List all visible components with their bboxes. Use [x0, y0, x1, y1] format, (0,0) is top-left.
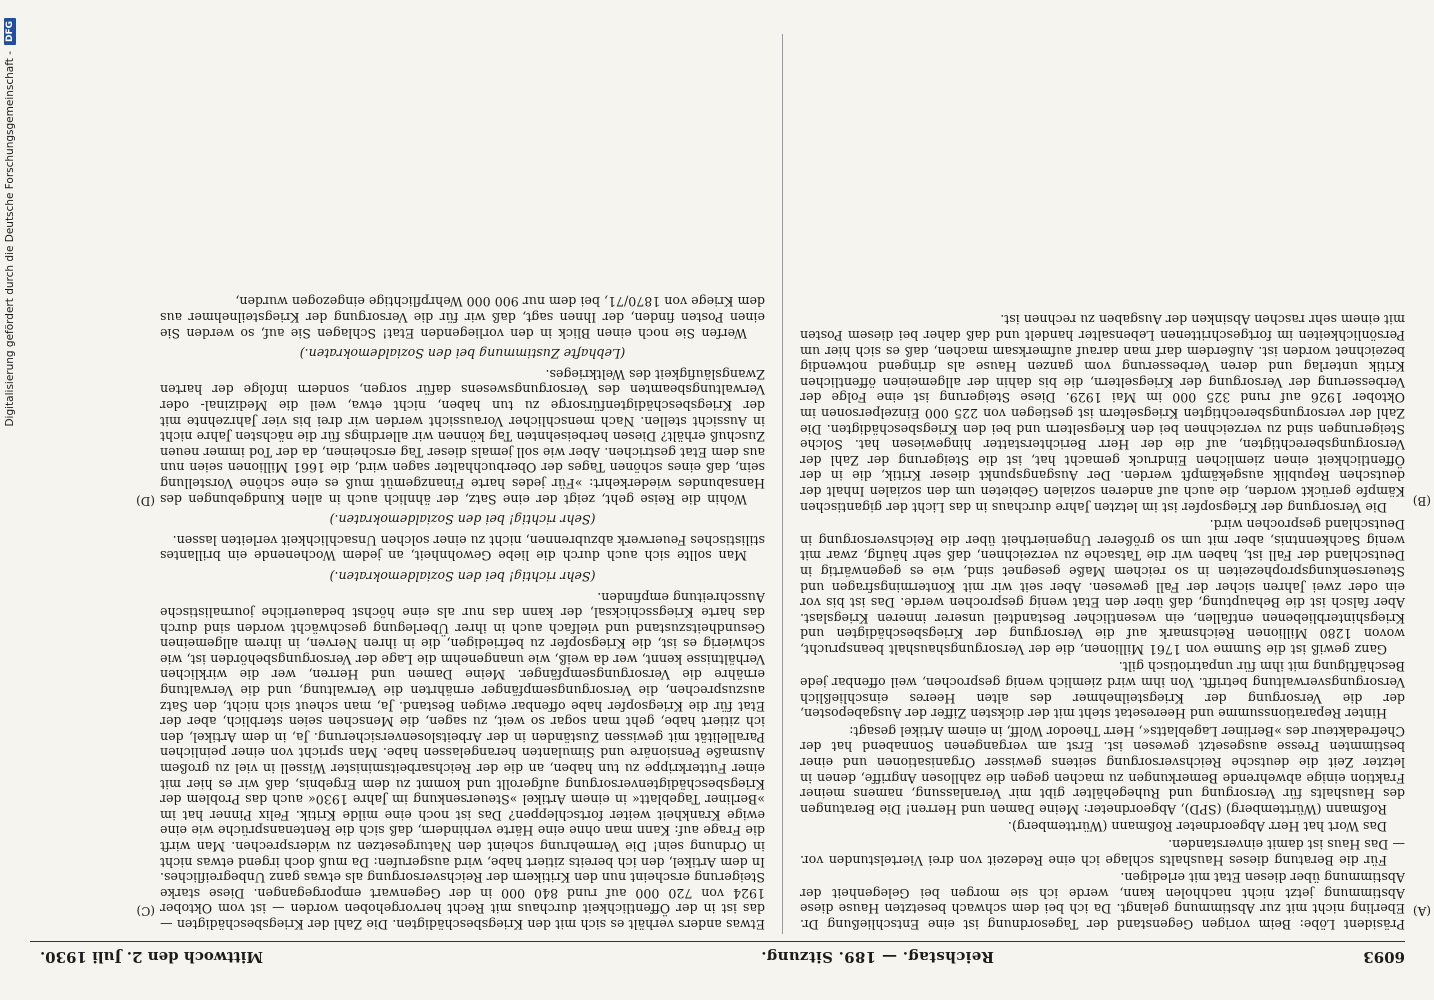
paragraph: Wohin die Reise geht, zeigt der eine Satz, der ähnlich auch in allen Kundgebungen des Hansabundes wiederkehrt: »Für jedes harte Finanzgemüt muß es eine schöne Vorstellung sein, daß eines schönen Tages der Oberbuchhalter sagen wird, die 1661 Millionen seien nun aus dem Etat gestrichen. Aber wie soll jemals dieser Tag erscheinen, da der Tod immer neuen Zuschuß erhält? Diesen herbeisehnten Tag können wir allerdings für die nächsten Jahre nicht in Aussicht stellen. Nach menschlicher Voraussicht werden wir drei bis vier Jahrzehnte mit der Kriegsbeschädigtenfürsorge zu tun haben, nicht etwa, weil die Medizinal- oder Verwaltungsbeamten des Versorgungswesens dafür sorgen, sondern infolge der harten Zwangsläufigkeit des Weltkrieges. [160, 366, 765, 507]
paragraph: Für die Beratung dieses Haushalts schlage ich eine Redezeit von drei Viertelstunden vor. — Das Haus ist damit einverstanden. [800, 837, 1405, 868]
digitization-footer [0, 0, 22, 1000]
dfg-logo: DFG [4, 18, 16, 45]
paragraph: Roßmann (Württemberg) (SPD), Abgeordneter: Meine Damen und Herren! Die Beratungen des Haushalts für Versorgung und Ruhegehälter gibt mir Veranlassung, namens meiner Fraktion einige abwehrende Bemerkungen zu machen gegen die zahllosen Angriffe, denen in letzter Zeit die deutsche Reichsversorgung seitens gewisser Organisationen und einer bestimmten Presse ausgesetzt gewesen ist. Erst am vergangenen Sonnabend hat der Chefredakteur des »Berliner Lageblatts«, Herr Theodor Wolff, in einem Artikel gesagt: [800, 723, 1405, 817]
right-column [160, 32, 765, 932]
paragraph: Ganz gewiß ist die Summe von 1761 Millionen, die der Versorgungshaushalt beansprucht, wovon 1280 Millionen Reichsmark auf die Versorgung der Kriegsbeschädigten und Kriegshinterbliebenen entfallen, ein wesentlicher Bestandteil unserer inneren Kriegslast. Aber falsch ist die Behauptung, daß über den Etat wenig gesprochen werde. Das ist bis vor ein oder zwei Jahren sicher der Fall gewesen. Aber seit wir mit Kontermingsfragen und Steuersenkungsprophezeiten in so reichem Maße gesegnet sind, wie es gegenwärtig in Deutschland der Fall ist, haben wir die Tatsache zu verzeichnen, daß sehr häufig, zwar mit wenig Sachkenntnis, aber mit um so größerer Ungeniertheit über die Reichsversorgung in Deutschland gesprochen wird. [800, 517, 1405, 657]
quote-paragraph: Hinter Reparationssumme und Heeresetat steht mit der dicksten Ziffer der Ausgabeposten, der die Versorgung der Kriegsteilnehmer des alten Heeres einschließlich Versorgungsverwaltung betrifft. Von ihm wird ziemlich wenig gesprochen, weil offenbar jede Beschäftigung mit ihm für unpatriotisch gilt. [800, 659, 1405, 722]
paragraph: Etwas anders verhält es sich mit den Kriegsbeschädigten. Die Zahl der Kriegsbeschädigten — das ist in der Öffentlichkeit durchaus mit Recht hervorgehoben worden — ist vom Oktober 1924 von 720 000 auf rund 840 000 in der Gegenwart emporgegangen. Diese starke Steigerung erscheint nun den Kritikern der Reichsversorgung als etwas ganz Unbegreifliches. In dem Artikel, den ich bereits zitiert habe, wird ausgerufen: Da muß doch irgend etwas nicht in Ordnung sein! Die Vermehrung scheint den Naturgesetzen zu widersprechen. Man wirft die Frage auf: Kann man ohne eine Härte verhindern, daß sich die Rentenansprüche wie eine ewige Krankheit weiter fortschleppen? Das ist noch eine milde Kritik. Felix Pinner hat im »Berliner Tageblatt« in einem Artikel »Steuersenkung im Jahre 1930« auch das Problem der Kriegsbeschädigtenversorgung aufgerollt und kommt zu dem Ergebnis, daß wir es hier mit einer Futterkrippe zu tun haben, an die der Reichsarbeitsminister Wissell in viel zu großem Ausmaße Pensionäre und Simulanten herangelassen habe. Man spricht von einer peinlichen Parallelität mit gewissen Zuständen in der Arbeitslosenversicherung. Ja, in dem Artikel, den ich zitiert habe, geht man sogar so weit, zu sagen, die Menschen seien sterblich, aber der Etat für die Kriegsopfer habe offenbar ewigen Bestand. Ja, man scheut sich nicht, den Satz auszusprechen, die Versorgungsempfänger ernährten die Verwaltung, und die Verwaltung ernähre die Versorgungsempfänger. Meine Damen und Herren, wer die wirklichen Verhältnisse kennt, wer da weiß, wie unangenehm die Lage der Versorgungsbehörden ist, wie schwierig es ist, die Kriegsopfer zu befriedigen, die in ihren Nerven, in ihrem allgemeinen Gesundheitszustand und vielfach auch in ihrer Überlegung geschwächt worden sind durch das harte Kriegsschicksal, der kann das nur als eine höchst bedauerliche journalistische Ausschreitung empfinden. [160, 589, 765, 932]
left-column [800, 32, 1405, 932]
interjection: (Lebhafte Zustimmung bei den Sozialdemokraten.) [299, 346, 626, 362]
rotated-scan [30, 16, 1431, 978]
margin-mark-b: (B) [1412, 494, 1431, 508]
paragraph: Das Wort hat Herr Abgeordneter Roßmann (Württemberg). [1007, 819, 1387, 835]
page-header [30, 944, 1405, 970]
interjection: (Sehr richtig! bei den Sozialdemokraten.) [329, 568, 596, 584]
footer-credit: Digitalisierung gefördert durch die Deutsche Forschungsgemeinschaft - [4, 51, 16, 427]
footer-credit-line [0, 18, 20, 978]
page-title: Reichstag. — 189. Sitzung. [760, 948, 995, 966]
header-rule [30, 941, 1405, 942]
paragraph: Präsident Löbe: Beim vorigen Gegenstand der Tagesordnung ist eine Entschließung Dr. Eberling nicht mit zur Abstimmung gelangt. Da ich bei dem schwach besetzten Hause diese Abstimmung jetzt nicht nachholen kann, werde ich sie morgen bei Gelegenheit der Abstimmung über diesen Etat mit erledigen. [800, 870, 1405, 932]
margin-mark-c: (C) [136, 904, 155, 918]
page-number: 6093 [1363, 948, 1405, 966]
column-separator [782, 34, 783, 934]
session-date: Mittwoch den 2. Juli 1930. [40, 948, 263, 966]
paragraph: Werfen Sie noch einen Blick in den vorliegenden Etat! Schlagen Sie auf, so werden Sie einen Posten finden, der Ihnen sagt, daß wir für die Versorgung der Kriegsteilnehmer aus dem Kriege von 1870/71, bei dem nur 900 000 Wehrpflichtige eingezogen wurden, [160, 294, 765, 341]
margin-mark-d: (D) [136, 494, 155, 508]
paragraph: Die Versorgung der Kriegsopfer ist im letzten Jahre durchaus in das Licht der gigantischen Kämpfe gerückt worden, die auch auf anderen sozialen Gebieten um den sozialen Inhalt der deutschen Republik ausgekämpft werden. Der Ausgangspunkt dieser Kritik, die in der Öffentlichkeit einen ziemlichen Eindruck gemacht hat, ist die Steigerung der Zahl der Versorgungsberechtigten, auf die der Herr Berichterstatter hingewiesen hat. Solche Steigerungen sind zu verzeichnen bei den Kriegseltern und bei den Kriegsbeschädigten. Die Zahl der versorgungsberechtigten Kriegseltern ist gestiegen von 225 000 Einzelpersonen im Oktober 1926 auf rund 325 000 im Mai 1929. Diese Steigerung ist eine Folge der Verbesserung der Versorgung der Kriegseltern, die bis dahin der allgemeinen öffentlichen Kritik unterlag und deren Verbesserung vom ganzen Hause als dringend notwendig bezeichnet worden ist. Außerdem darf man darauf aufmerksam machen, daß es sich hier um Persönlichkeiten im fortgeschrittenen Lebensalter handelt und daß daher bei diesem Posten mit einem sehr raschen Absinken der Ausgaben zu rechnen ist. [800, 312, 1405, 515]
paragraph: Man sollte sich auch durch die liebe Gewohnheit, an jedem Wochenende ein brillantes stilistisches Feuerwerk abzubrennen, nicht zu einer solchen Unsachlichkeit verleiten lassen. [160, 532, 765, 564]
margin-mark-a: (A) [1412, 904, 1431, 918]
interjection: (Sehr richtig! bei den Sozialdemokraten.) [329, 512, 596, 528]
